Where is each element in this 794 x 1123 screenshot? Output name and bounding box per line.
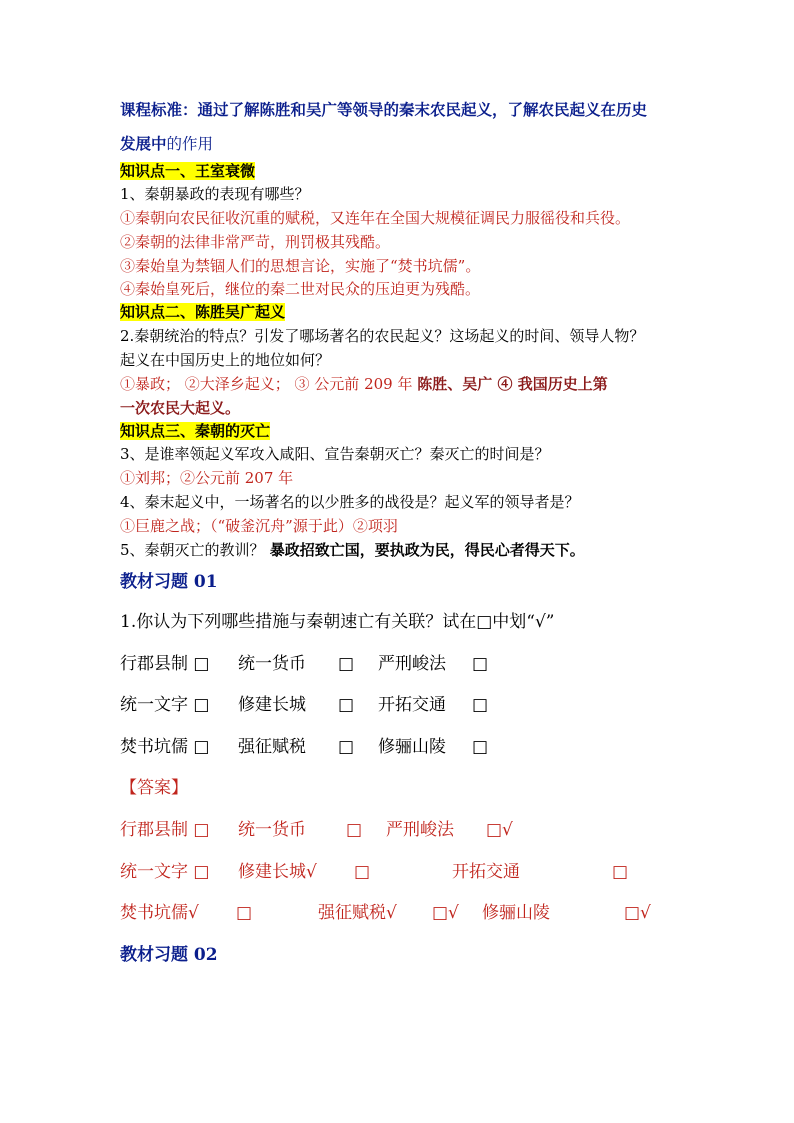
option-cell: 修建长城 xyxy=(238,695,306,715)
kp1-answer-4: ④秦始皇死后，继位的秦二世对民众的压迫更为残酷。 xyxy=(120,280,481,298)
kp2-title: 知识点二、陈胜吴广起义 xyxy=(120,303,286,321)
exercise1-question: 1.你认为下列哪些措施与秦朝速亡有关联？试在□中划“√” xyxy=(120,612,555,632)
kp2-section xyxy=(120,302,285,322)
answer-cell: □ xyxy=(354,862,371,882)
option-cell: 强征赋税 xyxy=(238,737,306,757)
answer-cell: □√ xyxy=(432,903,459,923)
kp2-answer-line1 xyxy=(120,374,608,394)
answer-label: 【答案】 xyxy=(120,778,188,798)
kp1-answer-2: ②秦朝的法律非常严苛，刑罚极其残酷。 xyxy=(120,233,391,251)
kp1-section xyxy=(120,161,255,181)
answer-cell: 行郡县制 □ xyxy=(120,820,210,840)
checkbox[interactable]: □ xyxy=(472,737,489,757)
option-cell: 开拓交通 xyxy=(378,695,446,715)
option-cell: 严刑峻法 xyxy=(378,654,446,674)
kp1-answer-1: ①秦朝向农民征收沉重的赋税，又连年在全国大规模征调民力服徭役和兵役。 xyxy=(120,209,631,227)
checkbox[interactable]: □ xyxy=(338,737,355,757)
answer-cell: 强征赋税√ xyxy=(318,903,397,923)
exercise2-title: 教材习题 02 xyxy=(120,945,218,965)
answer-cell: 统一货币 xyxy=(238,820,306,840)
kp3-section xyxy=(120,421,270,441)
answer-row-1 xyxy=(120,819,720,841)
course-standard-line1: 课程标准：通过了解陈胜和吴广等领导的秦末农民起义，了解农民起义在历史 xyxy=(120,100,648,119)
checkbox[interactable]: □ xyxy=(472,695,489,715)
kp3-question-4: 4、秦末起义中，一场著名的以少胜多的战役是？起义军的领导者是？ xyxy=(120,493,580,511)
kp1-title: 知识点一、王室衰微 xyxy=(120,162,256,180)
answer-cell: □ xyxy=(236,903,253,923)
answer-cell: □ xyxy=(346,820,363,840)
kp2-answer-part1: ①暴政； ②大泽乡起义； ③ 公元前 209 年 xyxy=(120,375,418,393)
kp2-question-line2: 起义在中国历史上的地位如何？ xyxy=(120,351,331,369)
course-standard-line2 xyxy=(120,134,213,154)
answer-cell: 修建长城√ xyxy=(238,862,317,882)
kp1-question: 1、秦朝暴政的表现有哪些？ xyxy=(120,185,310,203)
option-cell: 统一文字 □ xyxy=(120,695,210,715)
option-cell: 行郡县制 □ xyxy=(120,654,210,674)
checkbox[interactable]: □ xyxy=(338,695,355,715)
kp3-question-5: 5、秦朝灭亡的教训？ xyxy=(120,541,265,559)
answer-row-3 xyxy=(120,902,720,924)
kp3-answer-5: 暴政招致亡国，要执政为民，得民心者得天下。 xyxy=(264,541,585,559)
answer-cell: 修骊山陵 xyxy=(482,903,550,923)
course-standard-line2-rest: 的作用 xyxy=(166,135,214,153)
answer-cell: 统一文字 □ xyxy=(120,862,210,882)
exercise1-option-row-3 xyxy=(120,736,720,758)
answer-cell: 焚书坑儒√ xyxy=(120,903,199,923)
checkbox[interactable]: □ xyxy=(472,654,489,674)
kp3-answer-3: ①刘邦；②公元前 207 年 xyxy=(120,469,294,487)
exercise1-option-row-2 xyxy=(120,694,720,716)
kp2-answer-part2: 陈胜、吴广 ④ 我国历史上第 xyxy=(417,375,608,393)
option-cell: 修骊山陵 xyxy=(378,737,446,757)
answer-cell: 开拓交通 xyxy=(452,862,520,882)
exercise1-title: 教材习题 01 xyxy=(120,572,218,592)
kp2-answer-line2: 一次农民大起义。 xyxy=(120,399,241,417)
exercise1-option-row-1 xyxy=(120,653,720,675)
option-cell: 焚书坑儒 □ xyxy=(120,737,210,757)
option-cell: 统一货币 xyxy=(238,654,306,674)
checkbox[interactable]: □ xyxy=(338,654,355,674)
course-standard-line2-bold: 发展中 xyxy=(120,134,167,153)
kp3-question-5-line xyxy=(120,540,585,560)
answer-row-2 xyxy=(120,861,720,883)
answer-cell: □√ xyxy=(624,903,651,923)
kp3-answer-4: ①巨鹿之战；（“破釜沉舟”源于此）②项羽 xyxy=(120,517,398,535)
answer-cell: 严刑峻法 xyxy=(386,820,454,840)
kp3-question-3: 3、是谁率领起义军攻入咸阳、宣告秦朝灭亡？秦灭亡的时间是？ xyxy=(120,445,550,463)
answer-cell: □√ xyxy=(486,820,513,840)
answer-cell: □ xyxy=(612,862,629,882)
kp1-answer-3: ③秦始皇为禁锢人们的思想言论，实施了“焚书坑儒”。 xyxy=(120,257,481,275)
kp2-question-line1: 2.秦朝统治的特点？引发了哪场著名的农民起义？这场起义的时间、领导人物？ xyxy=(120,327,645,345)
kp3-title: 知识点三、秦朝的灭亡 xyxy=(120,422,271,440)
